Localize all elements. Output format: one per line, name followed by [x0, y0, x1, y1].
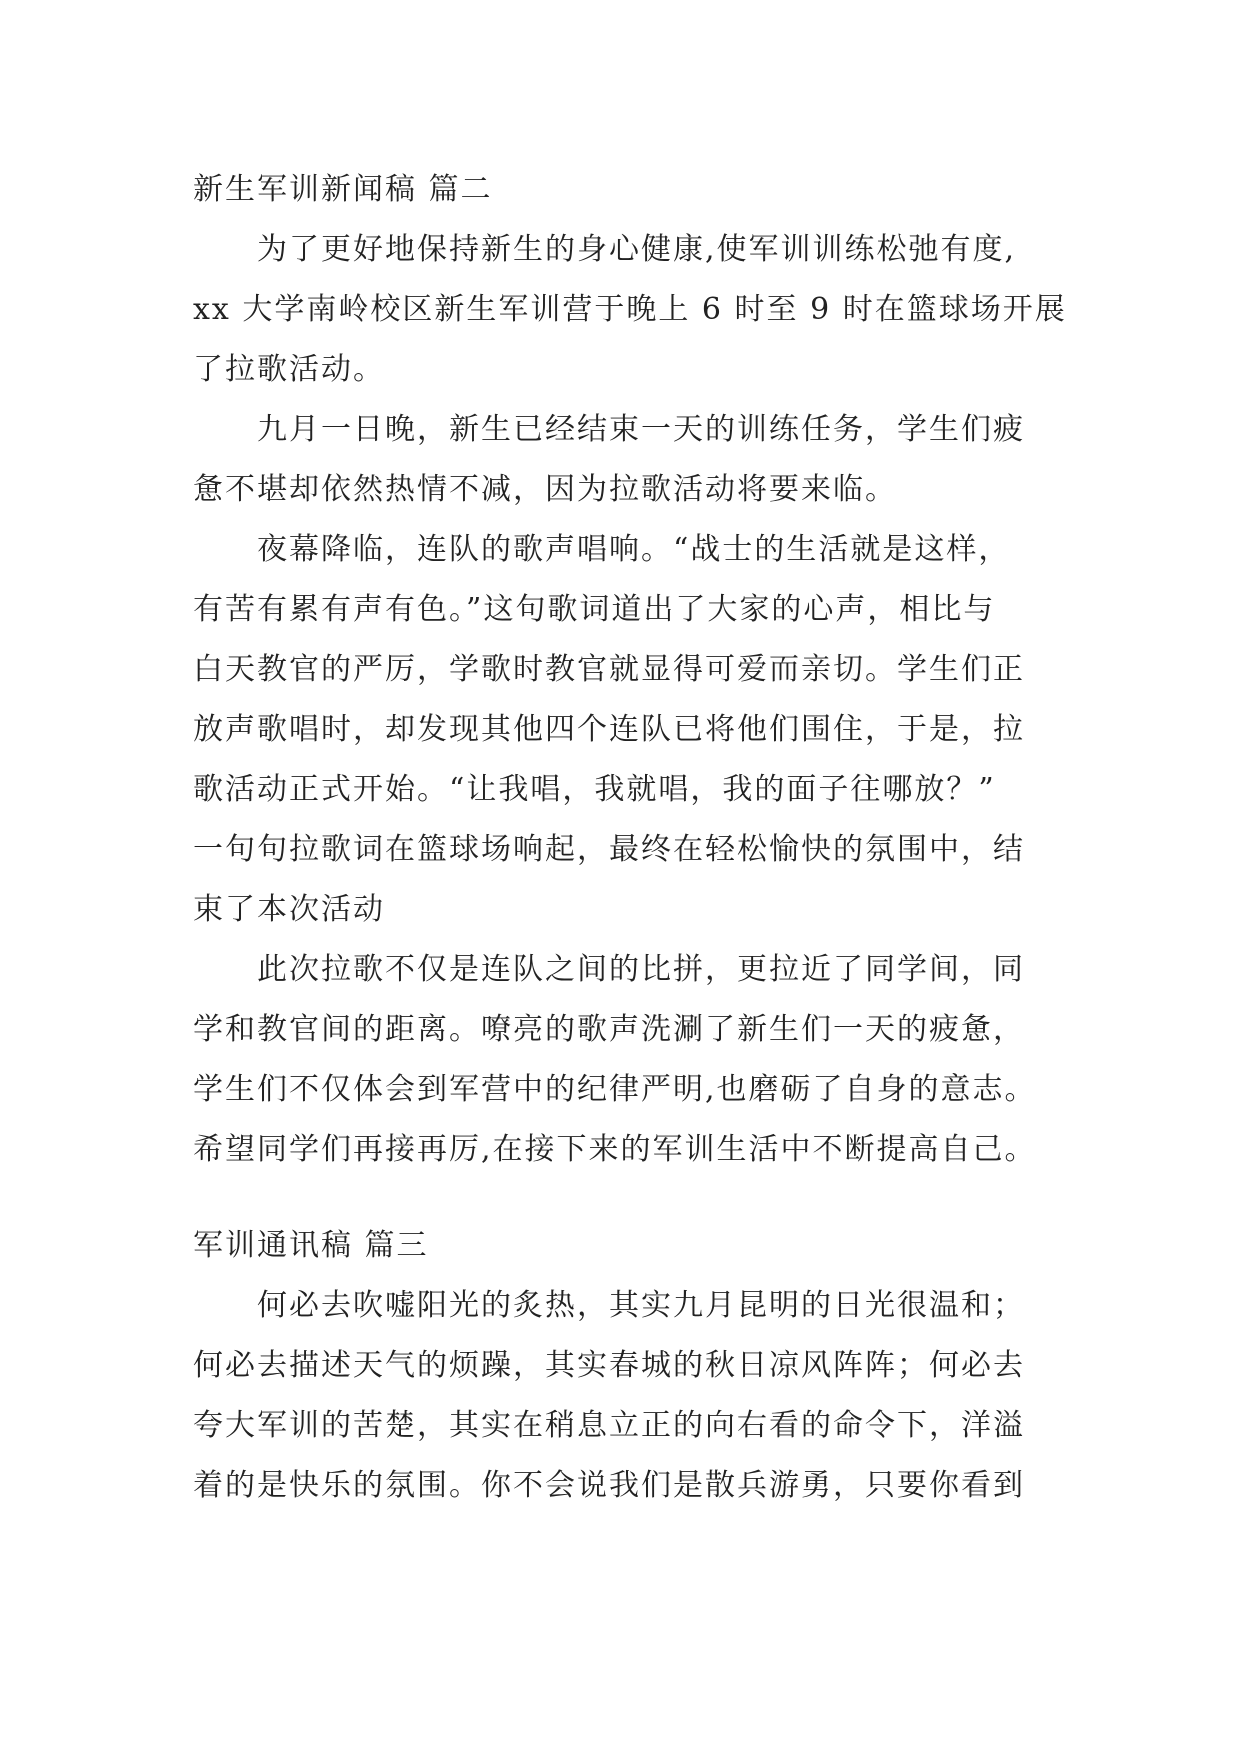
- section-military-training-report-3: [193, 1216, 1073, 1516]
- paragraph: [193, 520, 1073, 940]
- paragraph-line: 歌活动正式开始。“让我唱，我就唱，我的面子往哪放？”: [193, 772, 996, 807]
- paragraph-line: 夜幕降临，连队的歌声唱响。“战士的生活就是这样，: [257, 532, 1011, 567]
- paragraph-line: 希望同学们再接再厉,在接下来的军训生活中不断提高自己。: [193, 1132, 1037, 1167]
- paragraph-line: 一句句拉歌词在篮球场响起，最终在轻松愉快的氛围中，结: [193, 832, 1025, 867]
- paragraph-line: 白天教官的严厉，学歌时教官就显得可爱而亲切。学生们正: [193, 652, 1025, 687]
- paragraph-line: 有苦有累有声有色。”这句歌词道出了大家的心声，相比与: [193, 592, 996, 627]
- section-news-draft-2: [193, 160, 1073, 1180]
- section-heading: 军训通讯稿 篇三: [193, 1228, 429, 1263]
- paragraph-line: 放声歌唱时，却发现其他四个连队已将他们围住，于是，拉: [193, 712, 1025, 747]
- paragraph-line: 束了本次活动: [193, 892, 385, 927]
- paragraph-line: 九月一日晚，新生已经结束一天的训练任务，学生们疲: [257, 412, 1025, 447]
- paragraph-line: 学和教官间的距离。嘹亮的歌声洗涮了新生们一天的疲惫，: [193, 1012, 1025, 1047]
- paragraph: [193, 1276, 1073, 1516]
- paragraph-line: 何必去描述天气的烦躁，其实春城的秋日凉风阵阵；何必去: [193, 1348, 1025, 1383]
- paragraph-line: 为了更好地保持新生的身心健康,使军训训练松弛有度,: [257, 232, 1017, 267]
- paragraph-line: 此次拉歌不仅是连队之间的比拼，更拉近了同学间，同: [257, 952, 1025, 987]
- document-body: [193, 160, 1073, 1516]
- paragraph: [193, 220, 1073, 400]
- paragraph-line: 夸大军训的苦楚，其实在稍息立正的向右看的命令下，洋溢: [193, 1408, 1025, 1443]
- paragraph: [193, 940, 1073, 1180]
- paragraph-line: 学生们不仅体会到军营中的纪律严明,也磨砺了自身的意志。: [193, 1072, 1037, 1107]
- paragraph-line: 何必去吹嘘阳光的炙热，其实九月昆明的日光很温和；: [257, 1288, 1025, 1323]
- paragraph-line: xx 大学南岭校区新生军训营于晚上 6 时至 9 时在篮球场开展: [193, 292, 1067, 327]
- paragraph: [193, 400, 1073, 520]
- paragraph-line: 惫不堪却依然热情不减，因为拉歌活动将要来临。: [193, 472, 897, 507]
- paragraph-line: 着的是快乐的氛围。你不会说我们是散兵游勇，只要你看到: [193, 1468, 1025, 1503]
- section-heading: 新生军训新闻稿 篇二: [193, 172, 493, 207]
- paragraph-line: 了拉歌活动。: [193, 352, 385, 387]
